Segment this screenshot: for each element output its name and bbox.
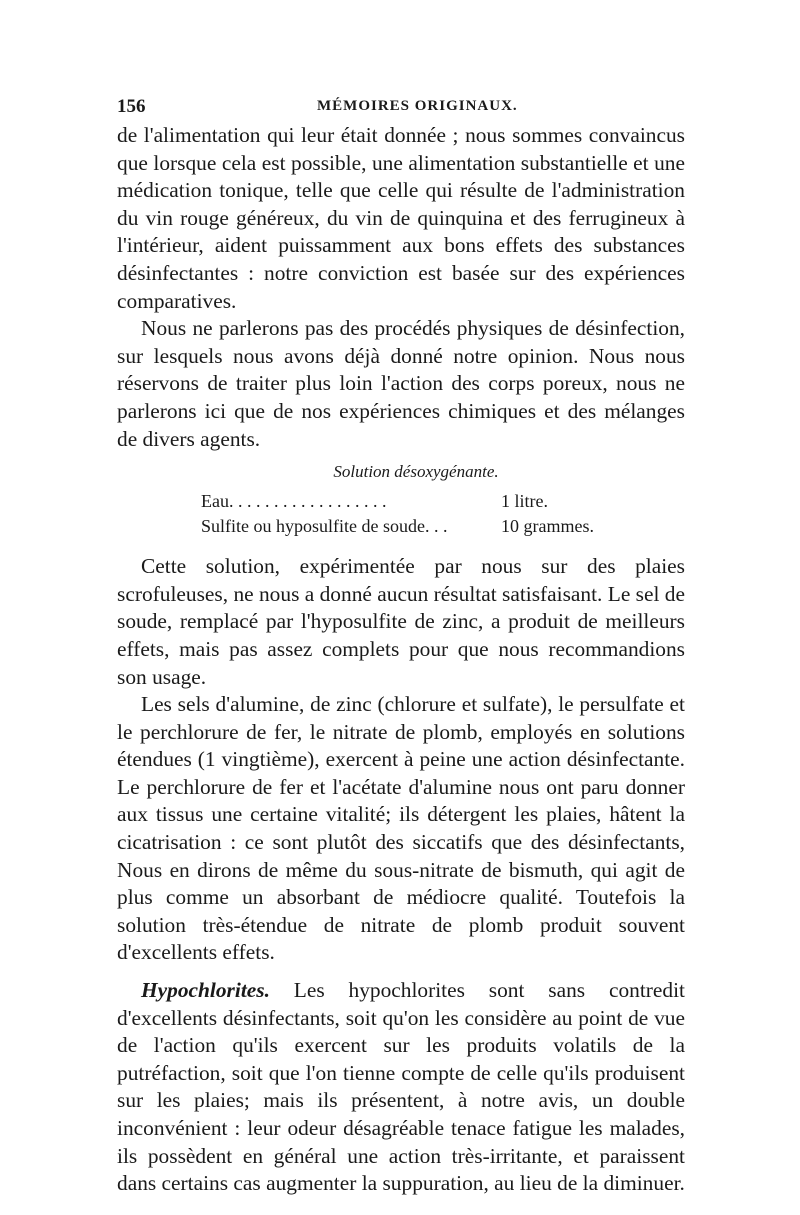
book-page <box>117 96 685 1198</box>
formula-row <box>201 514 685 539</box>
section-gap <box>117 967 685 977</box>
formula-quantity: 10 grammes. <box>501 516 594 537</box>
page-header <box>117 96 685 122</box>
paragraph-procedes: Nous ne parlerons pas des procédés physiques de désinfection, sur lesquels nous avons déjà donné notre opinion. Nous nous réservons de traiter plus loin l'action des corps poreux, nous ne parlerons ici que de nos expériences chimiques et des mélanges de divers agents. <box>117 316 685 451</box>
running-title: MÉMOIRES ORIGINAUX. <box>317 98 518 114</box>
section-text: Les hypochlorites sont sans contredit d'excellents désinfectants, soit qu'on les considère au point de vue de l'action qu'ils exercent sur les produits volatils de la putréfaction, soit que l'on tienne compte de celle qu'ils produisent sur les plaies; mais ils présentent, à notre avis, un double inconvénient : leur odeur désagréable tenace fatigue les malades, ils possèdent en général une action très-irritante, et paraissent dans certains cas augmenter la suppuration, au lieu de la diminuer. <box>117 978 685 1196</box>
section-heading: Hypochlorites. <box>141 978 270 1003</box>
formula-ingredient: Sulfite ou hyposulfite de soude. . . <box>201 516 448 537</box>
paragraph-solution: Cette solution, expérimentée par nous sur des plaies scrofuleuses, ne nous a donné aucun résultat satisfaisant. Le sel de soude, remplacé par l'hyposulfite de zinc, a produit de meilleurs effets, mais pas assez complets pour que nous recommandions son usage. <box>117 554 685 689</box>
formula-title: Solution désoxygénante. <box>333 462 499 482</box>
paragraph-alimentation: de l'alimentation qui leur était donnée ; nous sommes convaincus que lorsque cela est possible, une alimentation substantielle et une médication tonique, telle que celle qui résulte de l'administration du vin rouge généreux, du vin de quinquina et des ferrugineux à l'intérieur, aident puissamment aux bons effets des substances désinfectantes : notre conviction est basée sur des expériences comparatives. <box>117 123 685 313</box>
formula-quantity: 1 litre. <box>501 491 548 512</box>
formula-ingredient: Eau. . . . . . . . . . . . . . . . . . <box>201 491 387 512</box>
page-number: 156 <box>117 96 146 117</box>
formula-row <box>201 489 685 514</box>
formula-table <box>201 489 685 539</box>
paragraph-sels: Les sels d'alumine, de zinc (chlorure et sulfate), le persulfate et le perchlorure de fer, le nitrate de plomb, employés en solutions étendues (1 vingtième), exercent à peine une action désinfectante. Le perchlorure de fer et l'acétate d'alumine nous ont paru donner aux tissus une certaine vitalité; ils détergent les plaies, hâtent la cicatrisation : ce sont plutôt des siccatifs que des désinfectants, Nous en dirons de même du sous-nitrate de bismuth, qui agit de plus comme un absorbant de médiocre qualité. Toutefois la solution très-étendue de nitrate de plomb produit souvent d'excellents effets. <box>117 692 685 965</box>
paragraph-hypochlorites <box>117 977 685 1198</box>
